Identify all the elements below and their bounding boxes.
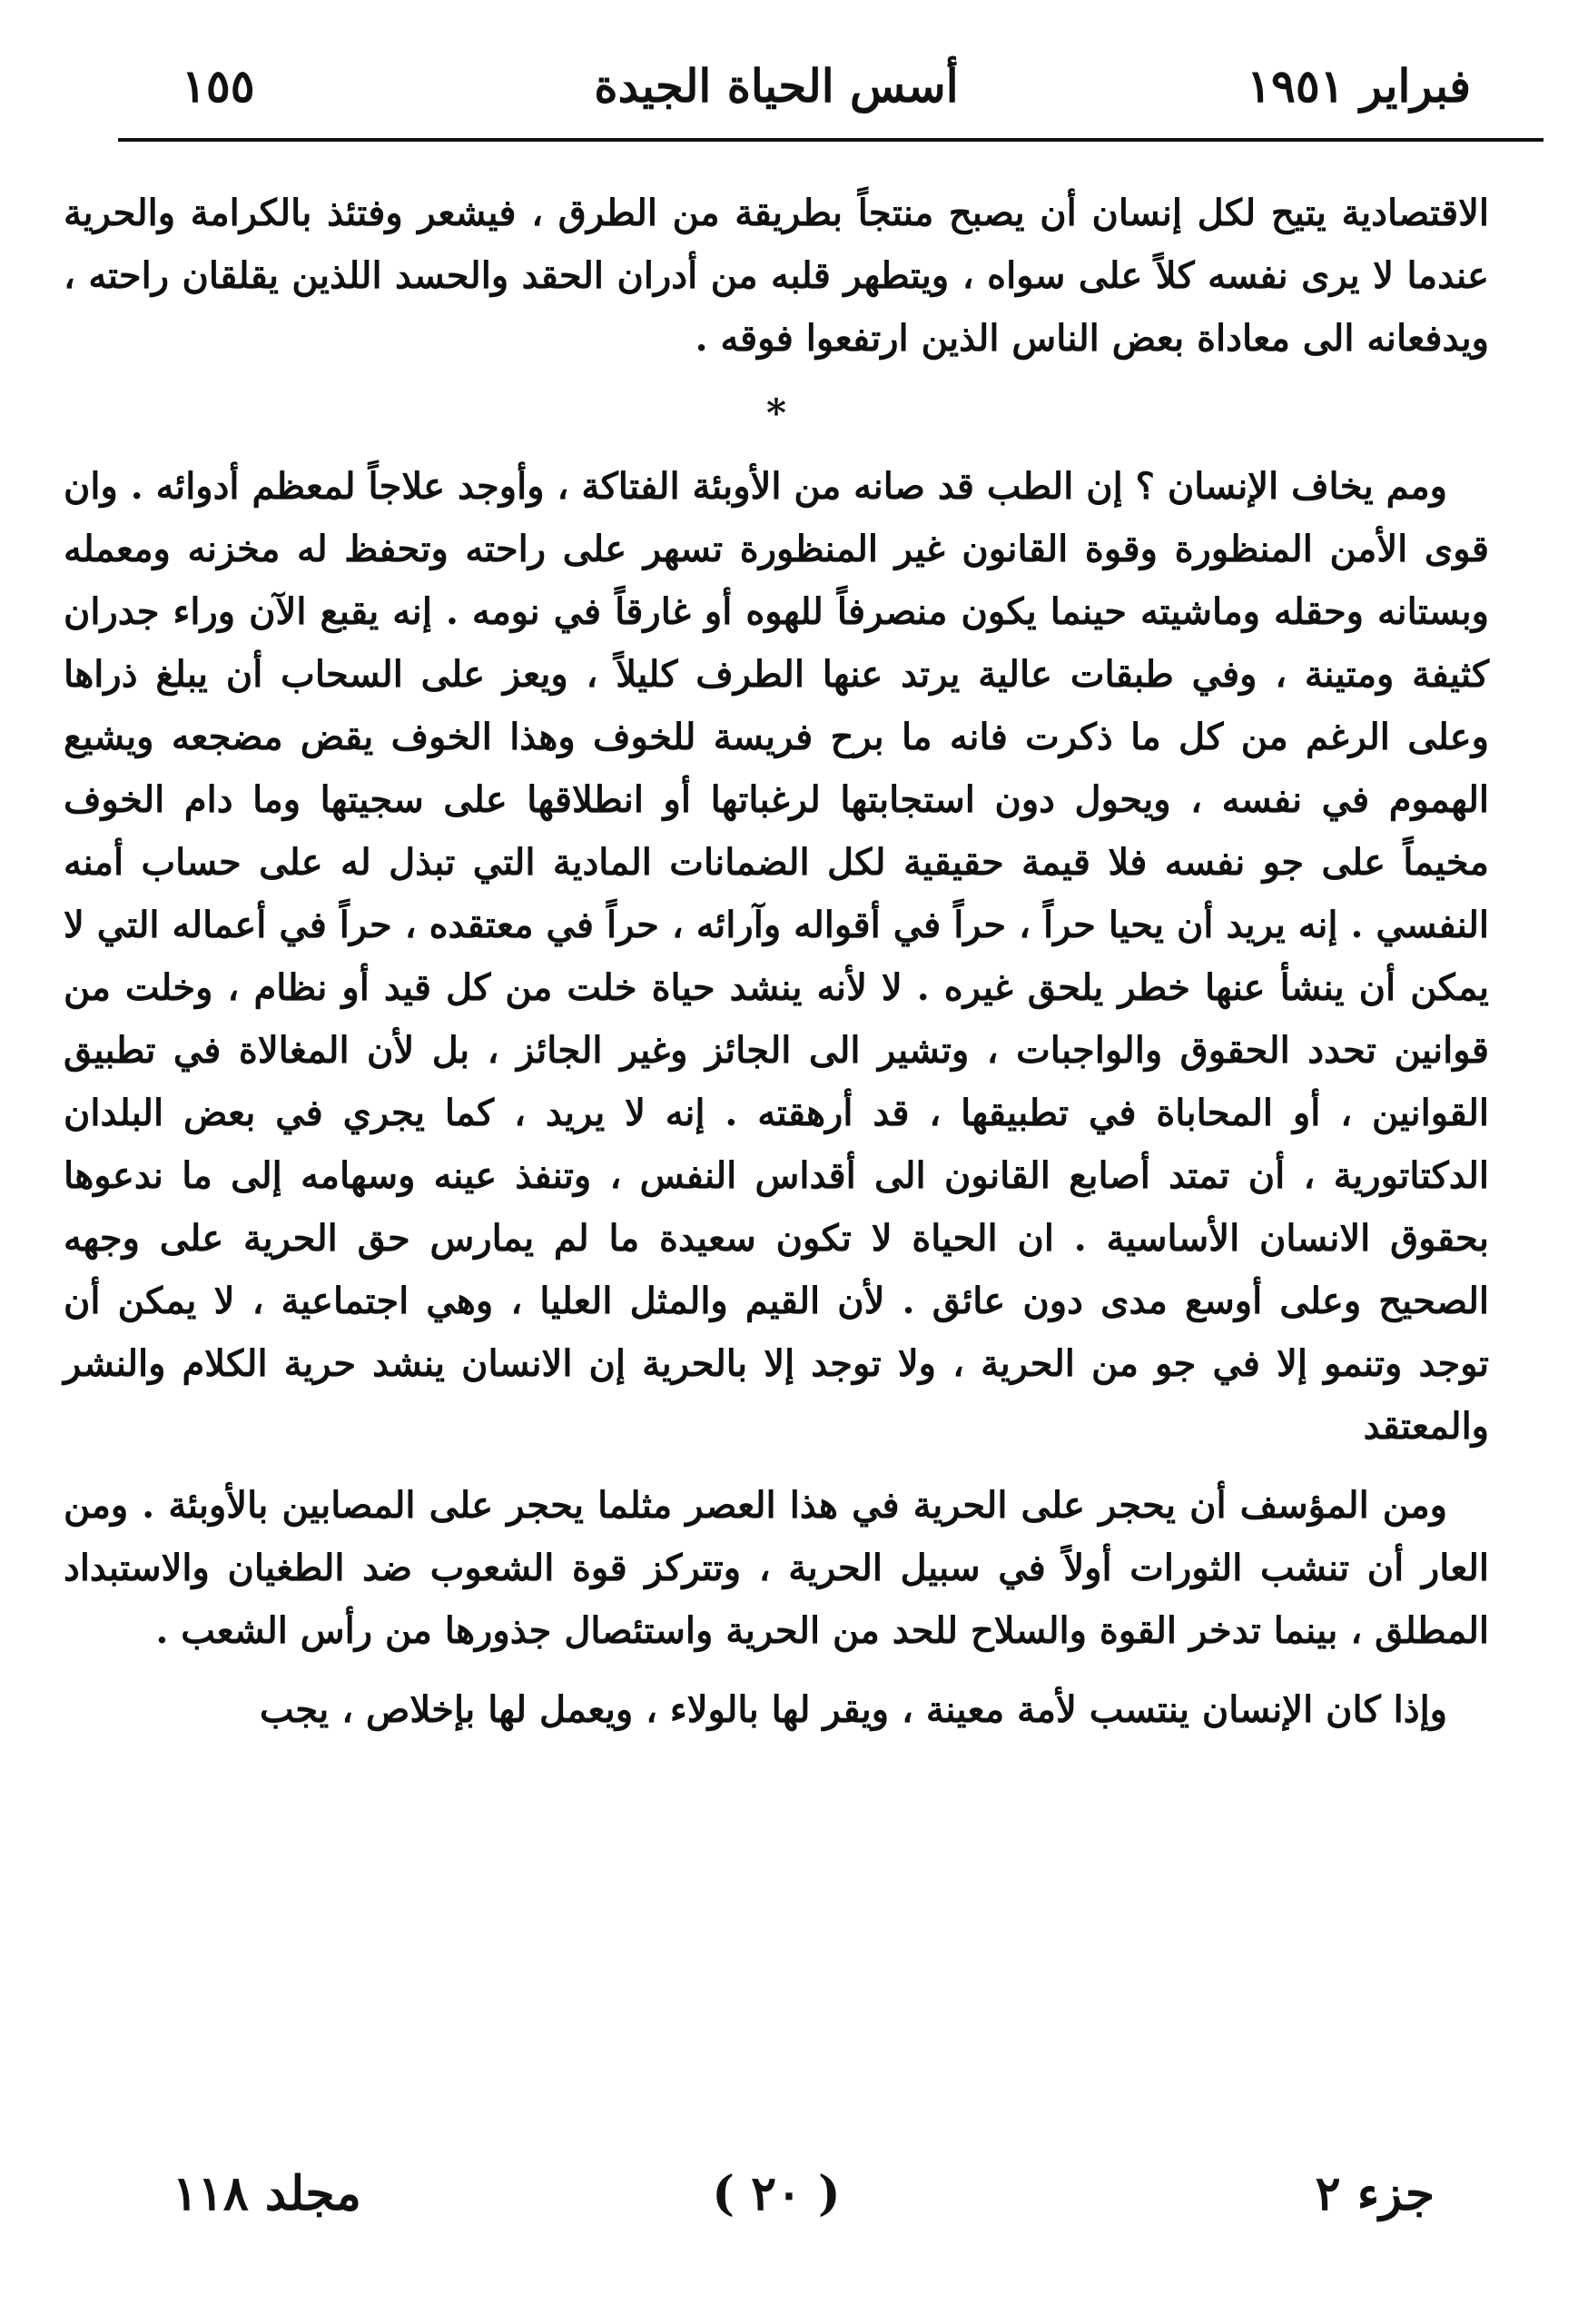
paragraph-3: ومن المؤسف أن يحجر على الحرية في هذا العصر مثلما يحجر على المصابين بالأوبئة . ومن العار أن تنشب الثورات أولاً في سبيل الحرية ، وتتركز قوة الشعوب ضد الطغيان والاستبداد المطلق ، بينما تدخر القوة والسلاح للحد من الحرية واستئصال جذورها من رأس الشعب .	[64, 1484, 1489, 1652]
footer-volume: مجلد ١١٨	[173, 2166, 361, 2221]
page-number: ١٥٥	[182, 59, 255, 113]
section-separator: *	[766, 391, 786, 435]
paragraph-4: وإذا كان الإنسان ينتسب لأمة معينة ، ويقر لها بالولاء ، ويعمل لها بإخلاص ، يجب	[260, 1688, 1447, 1731]
paragraph-2: ومم يخاف الإنسان ؟ إن الطب قد صانه من الأوبئة الفتاكة ، وأوجد علاجاً لمعظم أدوائه . وان قوى الأمن المنظورة وقوة القانون غير المنظورة تسهر على راحته وتحفظ له مخزنه ومعمله وبستانه وحقله وماشيته حينما يكون منصرفاً للهوه أو غارقاً في نومه . إنه يقبع الآن وراء جدران كثيفة ومتينة ، وفي طبقات عالية يرتد عنها الطرف كليلاً ، ويعز على السحاب أن يبلغ ذراها وعلى الرغم من كل ما ذكرت فانه ما برح فريسة للخوف وهذا الخوف يقض مضجعه ويشيع الهموم في نفسه ، ويحول دون استجابتها لرغباتها أو انطلاقها على سجيتها وما دام الخوف مخيماً على جو نفسه فلا قيمة حقيقية لكل الضمانات المادية التي تبذل له على حساب أمنه النفسي . إنه يريد أن يحيا حراً ، حراً في أقواله وآرائه ، حراً في معتقده ، حراً في أعماله التي لا يمكن أن ينشأ عنها خطر يلحق غيره . لا لأنه ينشد حياة خلت من كل قيد أو نظام ، وخلت من قوانين تحدد الحقوق والواجبات ، وتشير الى الجائز وغير الجائز ، بل لأن المغالاة في تطبيق القوانين ، أو المحاباة في تطبيقها ، قد أرهقته . إنه لا يريد ، كما يجري في بعض البلدان الدكتاتورية ، أن تمتد أصابع القانون الى أقداس النفس ، وتنفذ عينه وسهامه إلى ما ندعوها بحقوق الانسان الأساسية . ان الحياة لا تكون سعيدة ما لم يمارس حق الحرية على وجهه الصحيح وعلى أوسع مدى دون عائق . لأن القيم والمثل العليا ، وهي اجتماعية ، لا يمكن أن توجد وتنمو إلا في جو من الحرية ، ولا توجد إلا بالحرية إن الانسان ينشد حرية الكلام والنشر والمعتقد	[64, 465, 1490, 1448]
footer-part: جزء ٢	[1315, 2166, 1435, 2221]
article-body	[64, 182, 1489, 1741]
document-page	[64, 0, 1489, 2324]
header-rule	[118, 138, 1543, 142]
header-date: فبراير ١٩٥١	[1247, 59, 1471, 113]
header-title: أسس الحياة الجيدة	[594, 59, 959, 113]
footer-issue: ( ٢٠ )	[712, 2166, 841, 2221]
page-footer	[64, 2166, 1489, 2248]
running-header	[64, 59, 1489, 132]
paragraph-1: الاقتصادية يتيح لكل إنسان أن يصبح منتجاً بطريقة من الطرق ، فيشعر وفتئذ بالكرامة والحرية عندما لا يرى نفسه كلاً على سواه ، ويتطهر قلبه من أدران الحقد والحسد اللذين يقلقان راحته ، ويدفعانه الى معاداة بعض الناس الذين ارتفعوا فوقه .	[64, 192, 1489, 360]
